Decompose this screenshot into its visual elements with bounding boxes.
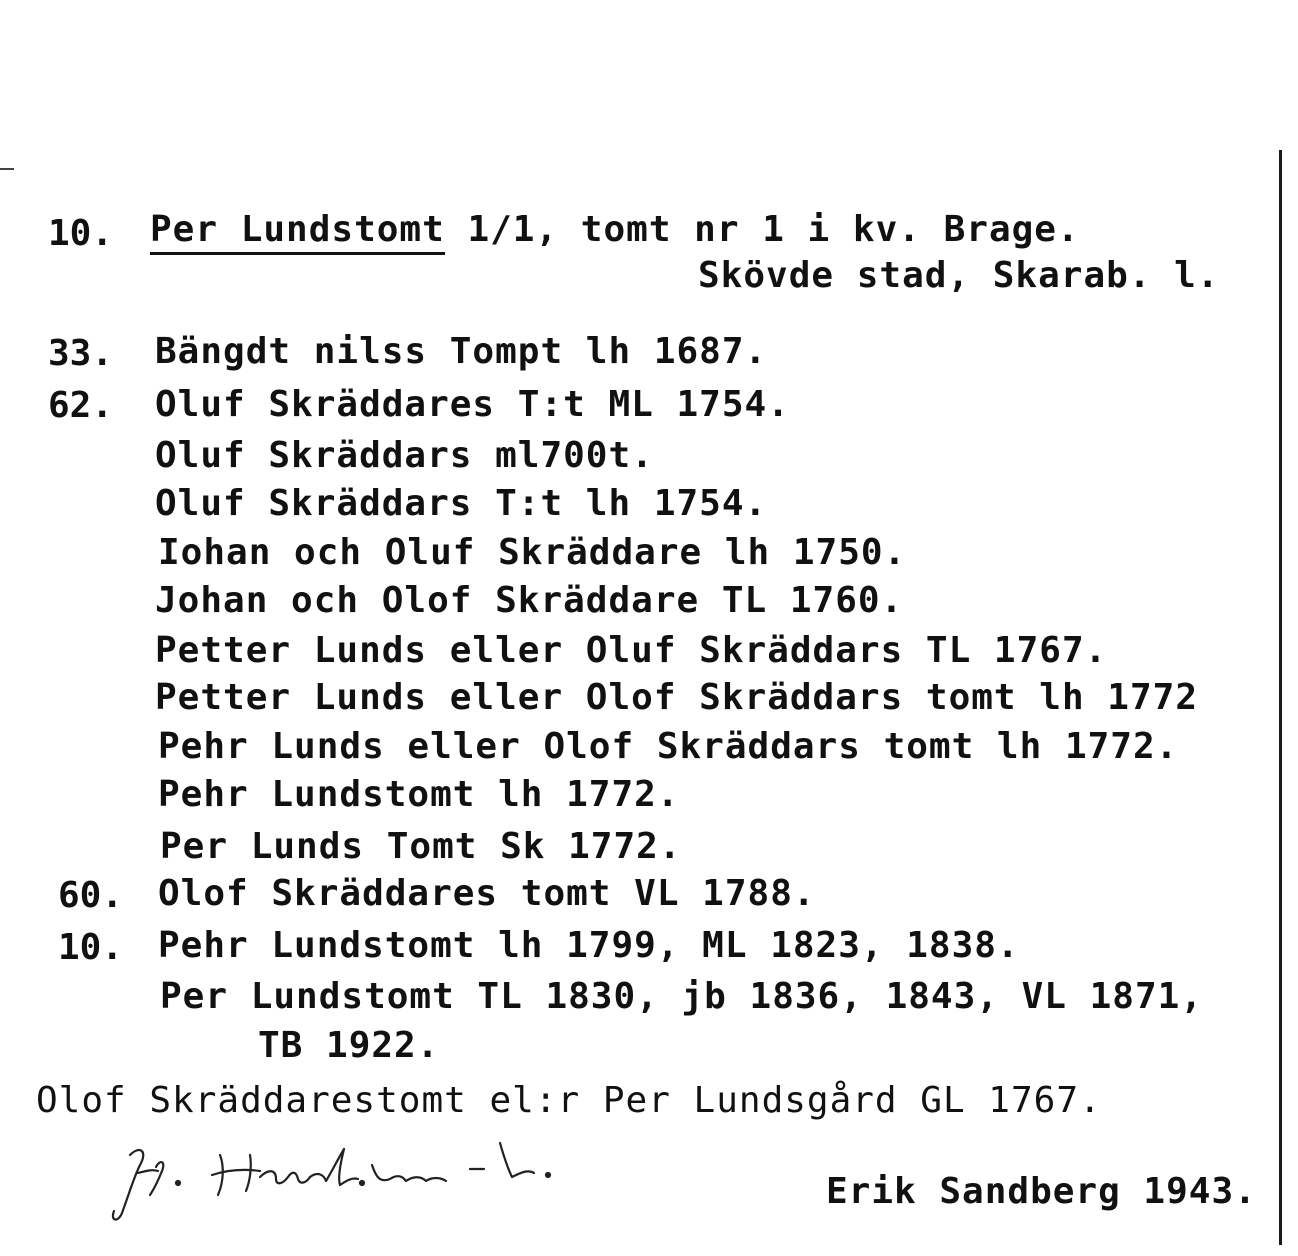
entry-line: Pehr Lunds eller Olof Skräddars tomt lh 1772. <box>158 726 1179 767</box>
entry-line: TB 1922. <box>258 1025 440 1066</box>
entry-number: 62. <box>48 385 114 426</box>
card-left-tick <box>0 168 14 170</box>
header-rest: 1/1, tomt nr 1 i kv. Brage. <box>444 209 1080 250</box>
card-right-edge <box>1279 150 1282 1245</box>
header-title <box>150 210 1080 250</box>
handwritten-signature <box>100 1125 620 1235</box>
entry-number: 60. <box>58 875 124 916</box>
entry-line: Olof Skräddares tomt VL 1788. <box>158 873 816 914</box>
author-signature-line: Erik Sandberg 1943. <box>826 1171 1257 1212</box>
header-number: 10. <box>48 213 114 254</box>
entry-line: Bängdt nilss Tompt lh 1687. <box>155 331 768 372</box>
header-name: Per Lundstomt <box>150 209 445 255</box>
entry-line: Petter Lunds eller Oluf Skräddars TL 1767. <box>155 630 1108 671</box>
entry-number: 33. <box>48 333 114 374</box>
footer-line: Olof Skräddarestomt el:r Per Lundsgård GL 1767. <box>36 1080 1102 1121</box>
entry-line: Oluf Skräddars ml700t. <box>155 435 654 476</box>
entry-line: Oluf Skräddares T:t ML 1754. <box>155 384 790 425</box>
entry-line: Oluf Skräddars T:t lh 1754. <box>155 483 768 524</box>
entry-line: Iohan och Oluf Skräddare lh 1750. <box>158 532 907 573</box>
entry-line: Petter Lunds eller Olof Skräddars tomt lh 1772 <box>155 677 1198 718</box>
entry-line: Per Lundstomt TL 1830, jb 1836, 1843, VL 1871, <box>160 976 1203 1017</box>
entry-line: Johan och Olof Skräddare TL 1760. <box>155 580 904 621</box>
entry-line: Pehr Lundstomt lh 1772. <box>158 774 680 815</box>
entry-line: Pehr Lundstomt lh 1799, ML 1823, 1838. <box>158 925 1020 966</box>
entry-number: 10. <box>58 927 124 968</box>
header-location: Skövde stad, Skarab. l. <box>698 255 1220 296</box>
entry-line: Per Lunds Tomt Sk 1772. <box>160 826 682 867</box>
